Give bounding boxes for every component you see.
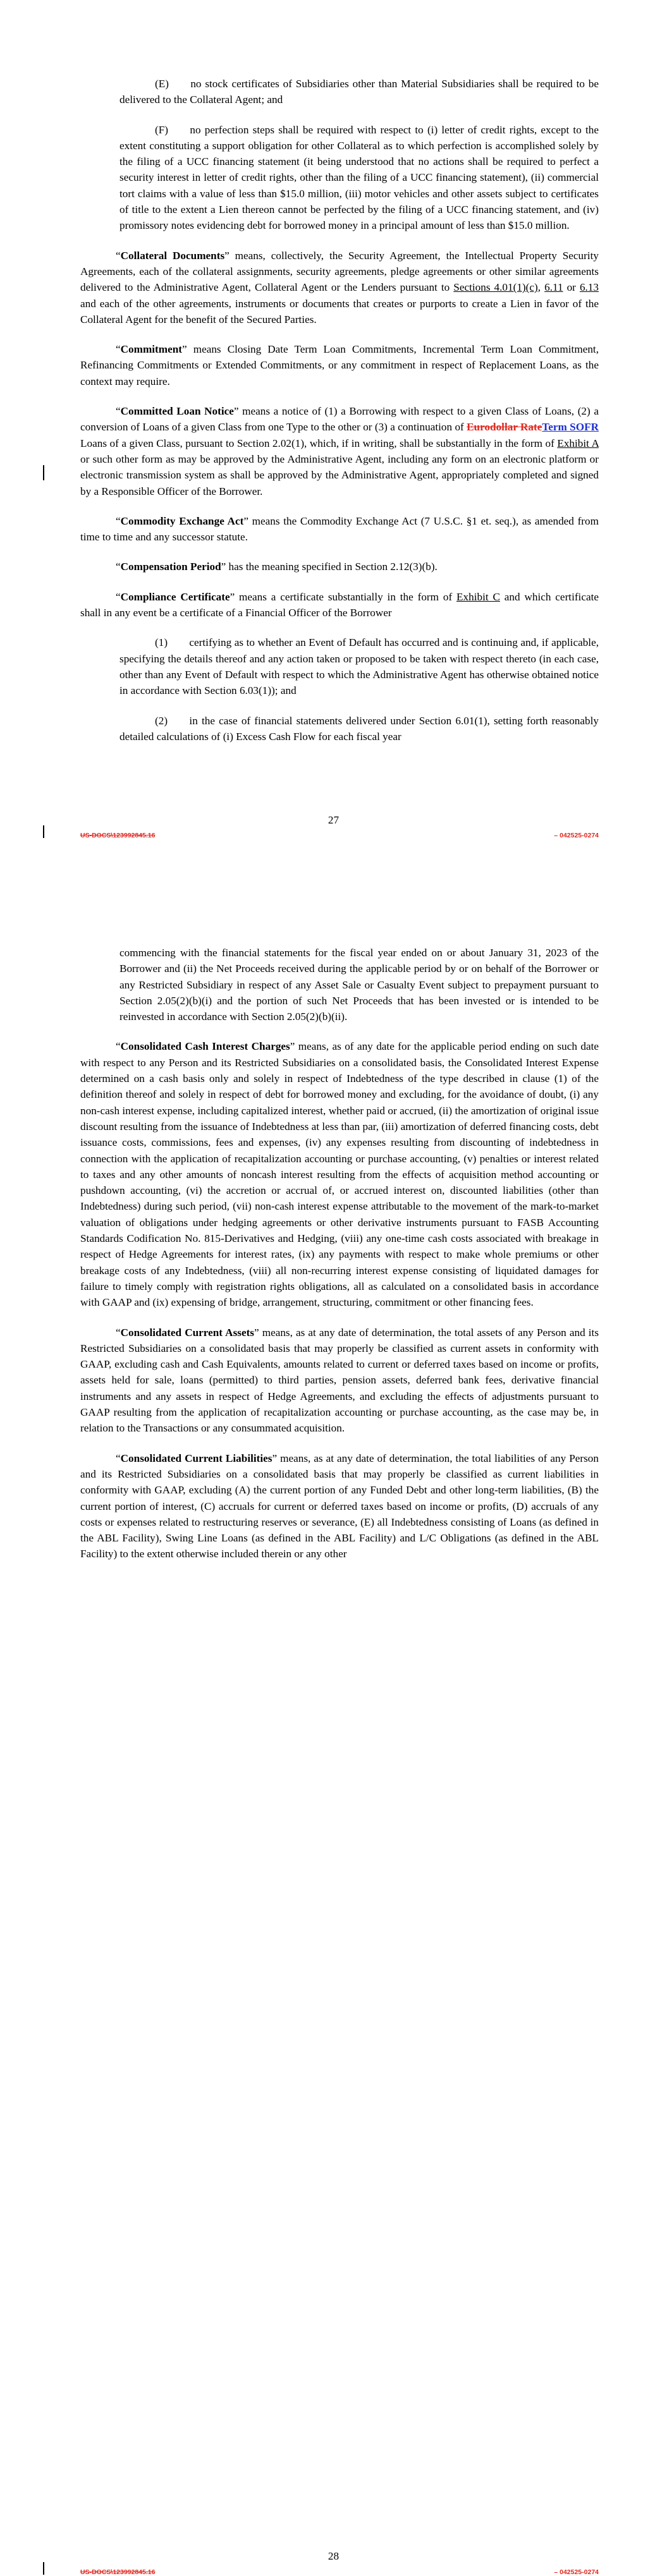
footer-doc-id: US-DOCS\123992845.16 xyxy=(80,2568,156,2576)
clause-f: (F) no perfection steps shall be required with respect to (i) letter of credit rights, except to the extent constituting a support obligation for other Collateral as to which perfection is accomplished solely by the filing of a UCC financing statement (it being understood that no actions shall be required to perfect a security interest in letter of credit rights, other than the filing of a UCC financing statement), (ii) commercial tort claims with a value of less than $15.0 million, (iii) motor vehicles and other assets subject to certificates of title to the extent a Lien thereon cannot be perfected by the filing of a UCC financing statement, and (iv) promissory notes evidencing debt for borrowed money in a principal amount of less than $15.0 million. xyxy=(119,123,599,232)
defined-term: Consolidated Cash Interest Charges xyxy=(120,1040,290,1053)
section-reference-link[interactable]: Sections 4.01(1)(c) xyxy=(453,281,538,294)
clause-2: (2) in the case of financial statements delivered under Section 6.01(1), setting forth reasonably detailed calculations of (i) Excess Cash Flow for each fiscal year xyxy=(119,714,599,743)
defined-term: Compliance Certificate xyxy=(120,590,230,603)
clause-1: (1) certifying as to whether an Event of Default has occurred and is continuing and, if applicable, specifying the details thereof and any action taken or proposed to be taken with respect thereto (in each case, other than any Event of Default with respect to which the Administrative Agent has otherwise obtained notice in accordance with Section 6.03(1)); and xyxy=(119,636,599,697)
defined-term: Consolidated Current Assets xyxy=(120,1326,254,1339)
definition-compensation-period: “Compensation Period” has the meaning specified in Section 2.12(3)(b). xyxy=(116,561,438,573)
exhibit-reference-link[interactable]: Exhibit A xyxy=(557,437,599,449)
page-body xyxy=(80,76,599,758)
inserted-text: Term SOFR xyxy=(542,421,599,434)
clause-2-continuation: commencing with the financial statements for the fiscal year ended on or about January 31, 2023 of the Borrower and (ii) the Net Proceeds received during the applicable period by or on behalf of the Borrower or any Restricted Subsidiary in respect of any Asset Sale or Casualty Event subject to prepayment pursuant to Section 2.05(2)(b)(i) and the portion of such Net Proceeds that has been invested or is intended to be reinvested in accordance with Section 2.05(2)(b)(ii). xyxy=(119,947,599,1023)
definition-consolidated-current-liabilities: “Consolidated Current Liabilities” means, as at any date of determination, the total liabilities of any Person and its Restricted Subsidiaries on a consolidated basis that may properly be classified as current liabilities in conformity with GAAP, excluding (A) the current portion of any Funded Debt and other long-term liabilities, (B) the current portion of interest, (C) accruals for current or deferred taxes based on income or profits, (D) accruals of any costs or expenses related to restructuring reserves or severance, (E) all Indebtedness consisting of Loans (as defined in the ABL Facility), Swing Line Loans (as defined in the ABL Facility) and L/C Obligations (as defined in the ABL Facility) to the extent otherwise included therein or any other xyxy=(80,1452,599,1560)
deleted-text: Eurodollar Rate xyxy=(467,421,542,434)
page-number: 28 xyxy=(327,2550,340,2562)
page-28 xyxy=(0,923,667,2576)
footer-matter-number: – 042525-0274 xyxy=(554,2568,599,2576)
section-reference-link[interactable]: 6.13 xyxy=(579,281,599,294)
page-body xyxy=(80,945,599,1576)
clause-e: (E) no stock certificates of Subsidiaries other than Material Subsidiaries shall be required to be delivered to the Collateral Agent; and xyxy=(119,78,599,106)
footer-matter-number: – 042525-0274 xyxy=(554,832,599,839)
page-number: 27 xyxy=(327,814,340,826)
defined-term: Commitment xyxy=(120,343,183,356)
definition-committed-loan-notice: “Committed Loan Notice” means a notice of (1) a Borrowing with respect to a given Class of Loans, (2) a conversion of Loans of a given Class from one Type to the other or (3) a continuation of Eurodollar RateTerm SOFR Loans of a given Class, pursuant to Section 2.02(1), which, if in writing, shall be substantially in the form of Exhibit A or such other form as may be approved by the Administrative Agent, including any form on an electronic platform or electronic transmission system as shall be approved by the Administrative Agent, appropriately completed and signed by a Responsible Officer of the Borrower. xyxy=(80,405,599,497)
defined-term: Compensation Period xyxy=(120,561,221,573)
definition-commodity-exchange-act: “Commodity Exchange Act” means the Commodity Exchange Act (7 U.S.C. §1 et. seq.), as amended from time to time and any successor statute. xyxy=(80,514,599,544)
page-27 xyxy=(0,0,667,847)
exhibit-reference-link[interactable]: Exhibit C xyxy=(456,590,500,603)
definition-commitment: “Commitment” means Closing Date Term Loan Commitments, Incremental Term Loan Commitment, Refinancing Commitments or Extended Commitments, or any commitment in respect of Replacement Loans, as the context may require. xyxy=(80,343,599,387)
change-bar xyxy=(43,2562,44,2575)
defined-term: Commodity Exchange Act xyxy=(120,514,244,527)
defined-term: Collateral Documents xyxy=(120,249,225,262)
defined-term: Committed Loan Notice xyxy=(120,405,234,418)
change-bar xyxy=(43,825,44,838)
footer-doc-id: US-DOCS\123992845.16 xyxy=(80,832,156,839)
change-bar xyxy=(43,465,44,480)
definition-consolidated-current-assets: “Consolidated Current Assets” means, as at any date of determination, the total assets of any Person and its Restricted Subsidiaries on a consolidated basis that may properly be classified as current assets in conformity with GAAP, excluding cash and Cash Equivalents, amounts related to current or deferred taxes based on income or profits, assets held for sale, loans (permitted) to third parties, pension assets, deferred bank fees, derivative financial instruments and any assets in respect of Hedge Agreements, and excluding the effects of adjustments pursuant to GAAP resulting from the application of recapitalization accounting or purchase accounting, as the case may be, in relation to the Transactions or any consummated acquisition. xyxy=(80,1326,599,1435)
section-reference-link[interactable]: 6.11 xyxy=(544,281,563,294)
definition-collateral-documents: “Collateral Documents” means, collectively, the Security Agreement, the Intellectual Property Security Agreements, each of the collateral assignments, security agreements, pledge agreements or other similar agreements delivered to the Administrative Agent, Collateral Agent or the Lenders pursuant to Sections 4.01(1)(c), 6.11 or 6.13 and each of the other agreements, instruments or documents that creates or purports to create a Lien in favor of the Collateral Agent for the benefit of the Secured Parties. xyxy=(80,249,599,325)
defined-term: Consolidated Current Liabilities xyxy=(120,1452,272,1464)
definition-consolidated-cash-interest-charges: “Consolidated Cash Interest Charges” means, as of any date for the applicable period ending on such date with respect to any Person and its Restricted Subsidiaries on a consolidated basis, the Consolidated Interest Expense determined on a cash basis only and solely in respect of Indebtedness of the type described in clause (1) of the definition thereof and solely in respect of debt for borrowed money and excluding, for the avoidance of doubt, (i) any non-cash interest expense, including capitalized interest, whether paid or accrued, (ii) the amortization of original issue discount resulting from the issuance of Indebtedness at less than par, (iii) amortization of deferred financing costs, debt issuance costs, commissions, fees and expenses, (iv) any expenses resulting from discounting of indebtedness in connection with the application of recapitalization accounting or purchase accounting, (v) penalties or interest related to taxes and any other amounts of noncash interest resulting from the effects of acquisition method accounting or pushdown accounting, (vi) the accretion or accrual of, or accrued interest on, discounted liabilities (other than Indebtedness) during such period, (vii) non-cash interest expense attributable to the movement of the mark-to-market valuation of obligations under hedging agreements or other derivative instruments pursuant to FASB Accounting Standards Codification No. 815-Derivatives and Hedging, (viii) any one-time cash costs associated with breakage in respect of Hedge Agreements for interest rates, (ix) any payments with respect to make whole premiums or other breakage costs of any Indebtedness, (viii) all non-recurring interest expense consisting of liquidated damages for failure to timely comply with registration rights obligations, all as calculated on a consolidated basis in accordance with GAAP and (ix) expensing of bridge, arrangement, structuring, commitment or other financing fees. xyxy=(80,1040,599,1309)
definition-compliance-certificate: “Compliance Certificate” means a certificate substantially in the form of Exhibit C and which certificate shall in any event be a certificate of a Financial Officer of the Borrower xyxy=(80,590,599,619)
